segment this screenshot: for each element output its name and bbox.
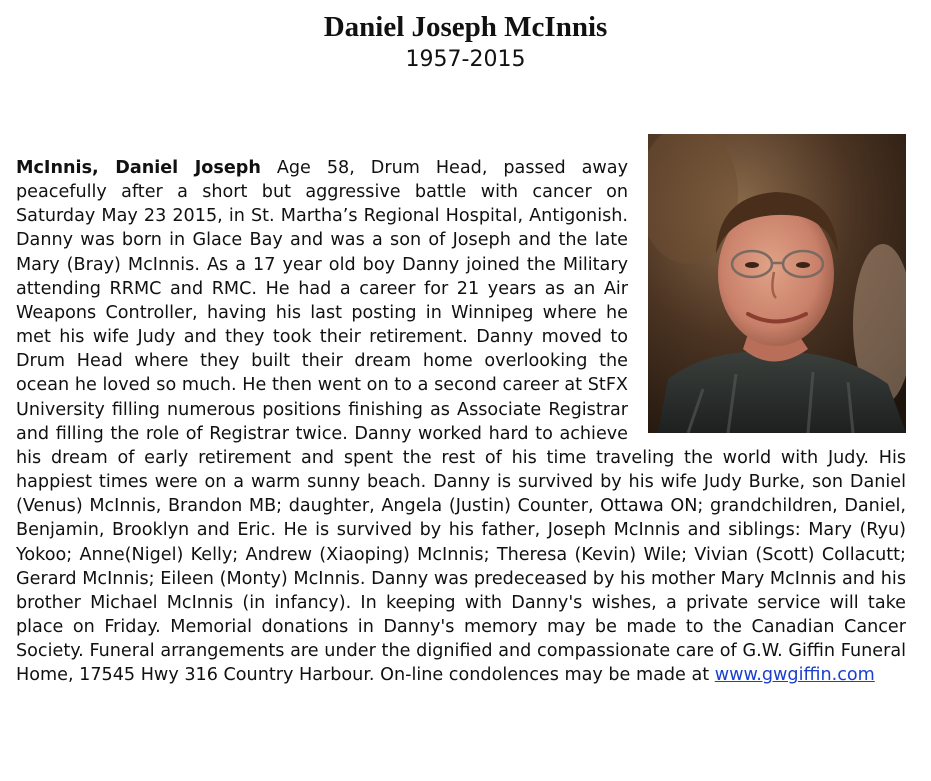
obituary-lead-name: McInnis, Daniel Joseph xyxy=(16,158,261,178)
condolences-link[interactable]: www.gwgiffin.com xyxy=(714,665,875,686)
obituary-body: Age 58, Drum Head, passed away peacefully after a short but aggressive battle with cancer on Saturday May 23 2015, in St. Martha’s Regional Hospital, Antigonish. Danny was born in Glace Bay and was a son of Joseph and the late Mary (Bray) McInnis. As a 17 year old boy Danny joined the Military attending RRMC and RMC. He had a career for 21 years as an Air Weapons Controller, having his last posting in Winnipeg where he met his wife Judy and they took their retirement. Danny moved to Drum Head where they built their dream home overlooking the ocean he loved so much. He then went on to a second career at StFX University filling numerous positions finishing as Associate Registrar and filling the role of Registrar twice. Danny worked hard to achieve his dream of early retirement and spent the rest of his time traveling the world with Judy. His happiest times were on a warm sunny beach. Danny is survived by his wife Judy Burke, son Daniel (Venus) McInnis, Brandon MB; daughter, Angela (Justin) Counter, Ottawa ON; grandchildren, Daniel, Benjamin, Brooklyn and Eric. He is survived by his father, Joseph McInnis and siblings: Mary (Ryu) Yokoo; Anne(Nigel) Kelly; Andrew (Xiaoping) McInnis; Theresa (Kevin) Wile; Vivian (Scott) Collacutt; Gerard McInnis; Eileen (Monty) McInnis. Danny was predeceased by his mother Mary McInnis and his brother Michael McInnis (in infancy). In keeping with Danny's wishes, a private service will take place on Friday. Memorial donations in Danny's memory may be made to the Canadian Cancer Society. Funeral arrangements are under the dignified and compassionate care of G.W. Giffin Funeral Home, 17545 Hwy 316 Country Harbour. On-line condolences may be made at xyxy=(16,158,906,686)
obituary-header xyxy=(0,10,931,74)
life-years: 1957-2015 xyxy=(405,47,526,72)
deceased-name: Daniel Joseph McInnis xyxy=(323,11,608,43)
obituary-article xyxy=(16,156,906,687)
portrait-photo xyxy=(648,134,906,433)
portrait-photo-icon xyxy=(648,134,906,433)
